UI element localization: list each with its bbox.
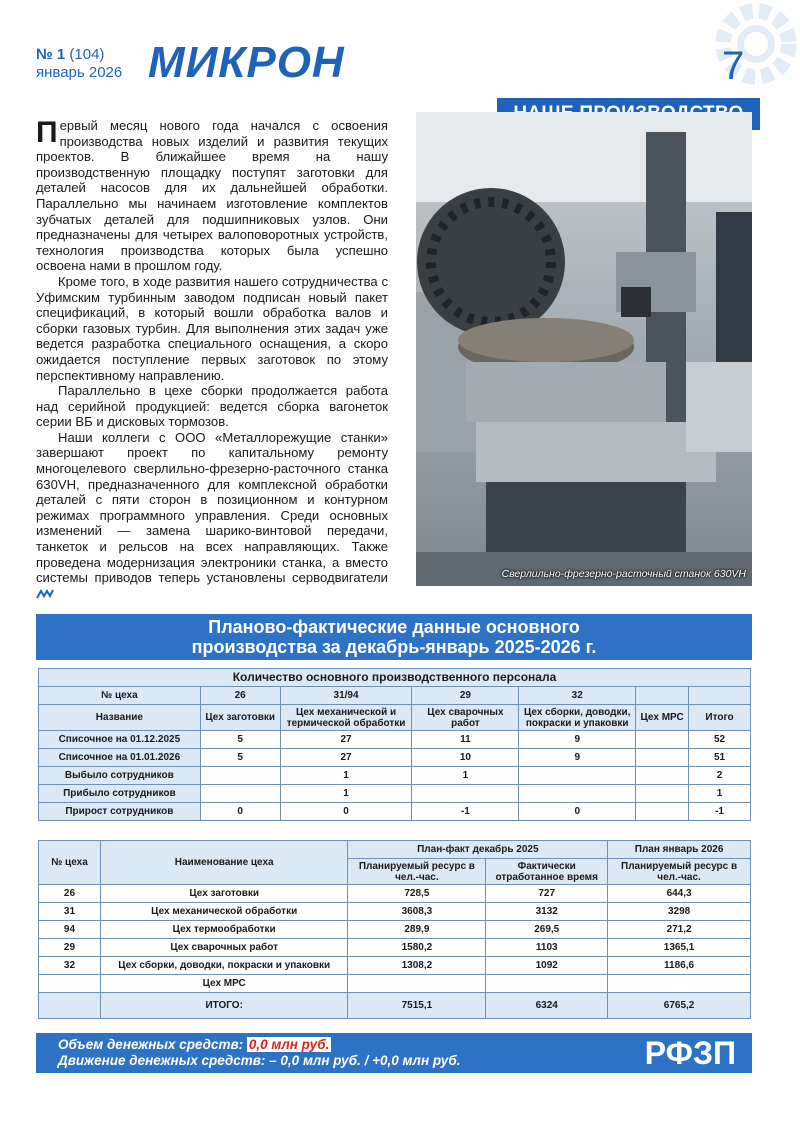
table-cell: 2 [689, 767, 751, 785]
shop-name: Цех сборки, доводки, покраски и упаковки [519, 705, 636, 731]
table-cell: 1 [280, 785, 412, 803]
table-cell: 26 [39, 885, 101, 903]
shop-name: Цех сварочных работ [412, 705, 519, 731]
table-row [39, 885, 751, 903]
table-cell [348, 975, 486, 993]
table-cell: 10 [412, 749, 519, 767]
table-cell: 5 [200, 749, 280, 767]
table-cell: 9 [519, 731, 636, 749]
table-row [39, 975, 751, 993]
funds-value-highlight: 0,0 млн руб. [248, 1037, 330, 1052]
table-cell: 1 [280, 767, 412, 785]
shop-number: 32 [519, 687, 636, 705]
table-cell [519, 785, 636, 803]
photo-caption: Сверлильно-фрезерно-расточный станок 630VH [501, 568, 746, 580]
issue-number: № 1 (104) [36, 46, 105, 63]
table-total-row [39, 993, 751, 1019]
shop-name: Цех механической и термической обработки [280, 705, 412, 731]
shop-number [689, 687, 751, 705]
table-row [39, 731, 751, 749]
issue-date: январь 2026 [36, 64, 123, 81]
table-cell: Цех сборки, доводки, покраски и упаковки [100, 957, 348, 975]
row-label: Выбыло сотрудников [39, 767, 201, 785]
table-cell: 3132 [486, 903, 608, 921]
table-cell: Цех механической обработки [100, 903, 348, 921]
table-cell: 1 [412, 767, 519, 785]
table-row [39, 767, 751, 785]
table-cell: 0 [200, 803, 280, 821]
table-cell: 52 [689, 731, 751, 749]
funds-footer [36, 1033, 752, 1073]
table-row [39, 921, 751, 939]
table-cell: 27 [280, 749, 412, 767]
table-cell: 1 [689, 785, 751, 803]
table-cell: Цех МРС [100, 975, 348, 993]
article-paragraph: Наши коллеги с ООО «Металлорежущие станки» завершают проект по капитальному ремонту многоцелевого сверлильно-фрезерно-расточного станка 630VH, предназначенного для комплексной обработки деталей с пяти сторон в позиционном и контурном режимах программного управления. Среди основных изменений — замена шарико-винтовой передачи, танкеток и рельсов на всех направляющих. Также проведена модернизация электроники станка, а вместо системы приводов теперь установлены серводвигатели [36, 430, 388, 602]
table-cell [39, 975, 101, 993]
table-row [39, 749, 751, 767]
column-header: Фактически отработанное время [486, 859, 608, 885]
table-row [39, 957, 751, 975]
table-cell: 728,5 [348, 885, 486, 903]
table-cell [200, 767, 280, 785]
table-cell: 727 [486, 885, 608, 903]
table-cell [636, 731, 689, 749]
banner-line: Планово-фактические данные основного [208, 617, 580, 637]
row-label: № цеха [39, 687, 201, 705]
table-cell: 27 [280, 731, 412, 749]
table-cell: -1 [689, 803, 751, 821]
row-label: Прирост сотрудников [39, 803, 201, 821]
table-row [39, 939, 751, 957]
column-group-header: План-факт декабрь 2025 [348, 841, 608, 859]
table-cell: 94 [39, 921, 101, 939]
table-cell: 1580,2 [348, 939, 486, 957]
table-cell: Цех термообработки [100, 921, 348, 939]
table-cell [200, 785, 280, 803]
shop-name: Итого [689, 705, 751, 731]
shop-number: 29 [412, 687, 519, 705]
column-header: Планируемый ресурс в чел.-час. [608, 859, 751, 885]
page-number: 7 [722, 44, 745, 88]
row-label: Название [39, 705, 201, 731]
shop-name: Цех заготовки [200, 705, 280, 731]
table-cell [636, 803, 689, 821]
table-cell: 11 [412, 731, 519, 749]
banner-line: производства за декабрь-январь 2025-2026 г. [191, 637, 597, 657]
funds-movement: Движение денежных средств: – 0,0 млн руб. / +0,0 млн руб. [58, 1053, 461, 1068]
table-row [39, 785, 751, 803]
table-cell [636, 749, 689, 767]
column-header: Наименование цеха [100, 841, 348, 885]
machine-photo [416, 112, 752, 586]
table-cell: 7515,1 [348, 993, 486, 1019]
table-cell: 9 [519, 749, 636, 767]
table-cell: Цех заготовки [100, 885, 348, 903]
row-label: Списочное на 01.12.2025 [39, 731, 201, 749]
row-label: Списочное на 01.01.2026 [39, 749, 201, 767]
shop-number [636, 687, 689, 705]
column-header: № цеха [39, 841, 101, 885]
table-cell: Цех сварочных работ [100, 939, 348, 957]
column-group-header: План январь 2026 [608, 841, 751, 859]
staff-count-table [38, 668, 751, 821]
table-cell [608, 975, 751, 993]
article-paragraph: Первый месяц нового года начался с освоения производства новых изделий и развития текущих проектов. В ближайшее время на нашу производственную площадку поступят заготовки для деталей насосов для их дальнейшей обработки. Параллельно мы начинаем изготовление комплектов зубчатых деталей для подшипниковых узлов. Они предназначены для четырех валоповоротных устройств, технология производства которых была успешно освоена нами в прошлом году. [36, 116, 388, 274]
column-header: Планируемый ресурс в чел.-час. [348, 859, 486, 885]
table-cell: 289,9 [348, 921, 486, 939]
row-label: Прибыло сотрудников [39, 785, 201, 803]
table-caption: Количество основного производственного персонала [39, 669, 751, 687]
table-cell: 0 [519, 803, 636, 821]
article-body [36, 118, 388, 601]
table-cell: ИТОГО: [100, 993, 348, 1019]
shop-number: 26 [200, 687, 280, 705]
micron-logo-icon [36, 589, 54, 599]
table-cell: 3608,3 [348, 903, 486, 921]
table-cell: 51 [689, 749, 751, 767]
table-cell: 1365,1 [608, 939, 751, 957]
gear-watermark-icon [690, 0, 800, 110]
table-cell [486, 975, 608, 993]
table-cell: -1 [412, 803, 519, 821]
rfzp-logo: РФЗП [644, 1035, 736, 1071]
table-cell [636, 767, 689, 785]
drop-cap: П [36, 116, 58, 149]
newspaper-title: МИКРОН [148, 38, 345, 87]
table-cell: 1103 [486, 939, 608, 957]
table-cell: 5 [200, 731, 280, 749]
table-cell: 31 [39, 903, 101, 921]
table-cell: 6324 [486, 993, 608, 1019]
table-cell: 29 [39, 939, 101, 957]
table-cell: 269,5 [486, 921, 608, 939]
table-cell [519, 767, 636, 785]
table-cell: 1186,6 [608, 957, 751, 975]
table-cell: 271,2 [608, 921, 751, 939]
table-cell: 6765,2 [608, 993, 751, 1019]
funds-volume: Объем денежных средств: 0,0 млн руб. [58, 1037, 330, 1052]
table-row [39, 903, 751, 921]
table-cell: 1308,2 [348, 957, 486, 975]
table-cell: 32 [39, 957, 101, 975]
article-paragraph: Параллельно в цехе сборки продолжается работа над серийной продукцией: ведется сборка вагонеток серии ВБ и дисковых тормозов. [36, 383, 388, 430]
table-cell [39, 993, 101, 1019]
table-row [39, 803, 751, 821]
article-paragraph: Кроме того, в ходе развития нашего сотрудничества с Уфимским турбинным заводом подписан новый пакет спецификаций, в который вошли обработка валов и сборки газовых турбин. Для выполнения этих задач уже ведется разработка специального оснащения, а скоро ожидается поступление первых заготовок по этому перспективному направлению. [36, 273, 388, 383]
table-cell [636, 785, 689, 803]
table-cell [412, 785, 519, 803]
table-cell: 0 [280, 803, 412, 821]
table-cell: 644,3 [608, 885, 751, 903]
plan-fact-table [38, 840, 751, 1019]
table-cell: 1092 [486, 957, 608, 975]
shop-number: 31/94 [280, 687, 412, 705]
data-section-banner [36, 614, 752, 660]
page-header [0, 0, 800, 100]
shop-name: Цех МРС [636, 705, 689, 731]
table-cell: 3298 [608, 903, 751, 921]
